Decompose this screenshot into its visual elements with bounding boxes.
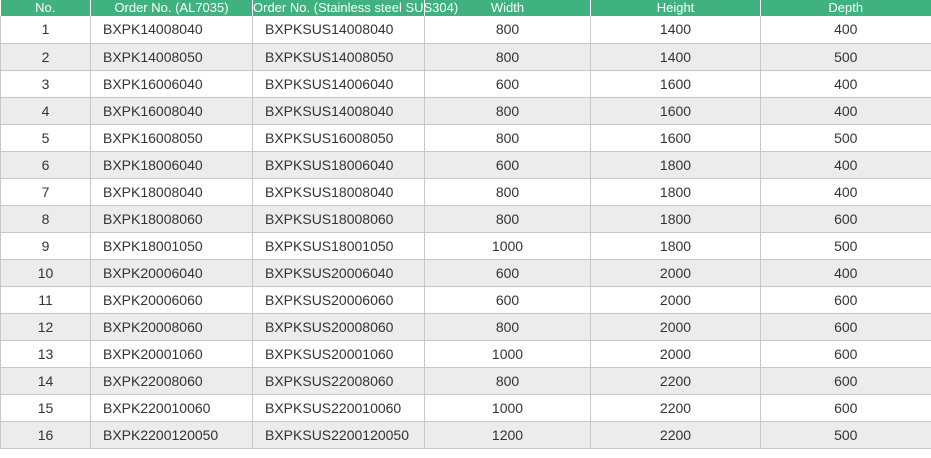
cell-height: 1800 [591,205,761,232]
cell-order-sus304: BXPKSUS14008040 [253,16,425,43]
cell-no: 15 [1,394,91,421]
cell-order-sus304: BXPKSUS18006040 [253,151,425,178]
cell-order-al7035: BXPK18001050 [91,232,253,259]
cell-order-sus304: BXPKSUS20006060 [253,286,425,313]
cell-height: 2000 [591,286,761,313]
cell-no: 12 [1,313,91,340]
table-row [1,205,931,232]
cell-order-al7035: BXPK14008040 [91,16,253,43]
cell-order-al7035: BXPK2200120050 [91,421,253,448]
table-row [1,394,931,421]
cell-no: 16 [1,421,91,448]
cell-width: 800 [425,97,591,124]
cell-width: 600 [425,151,591,178]
cell-no: 3 [1,70,91,97]
table-row [1,313,931,340]
header-no: No. [1,0,91,16]
cell-width: 800 [425,313,591,340]
cell-height: 1800 [591,151,761,178]
header-order-sus304: Order No. (Stainless steel SUS304) [253,0,459,15]
cell-order-al7035: BXPK20006040 [91,259,253,286]
cell-order-al7035: BXPK18008060 [91,205,253,232]
cell-width: 800 [425,43,591,70]
cell-width: 600 [425,286,591,313]
cell-order-sus304: BXPKSUS14008050 [253,43,425,70]
cell-width: 1000 [425,340,591,367]
cell-height: 1600 [591,97,761,124]
cell-order-al7035: BXPK18008040 [91,178,253,205]
cell-no: 8 [1,205,91,232]
cell-no: 9 [1,232,91,259]
cell-depth: 600 [761,286,931,313]
cell-order-al7035: BXPK20008060 [91,313,253,340]
cell-order-sus304: BXPKSUS20006040 [253,259,425,286]
cell-height: 2200 [591,367,761,394]
cell-no: 2 [1,43,91,70]
table-row [1,259,931,286]
cell-width: 800 [425,367,591,394]
cell-order-sus304: BXPKSUS14008040 [253,97,425,124]
table-row [1,151,931,178]
cell-depth: 400 [761,178,931,205]
cell-depth: 400 [761,70,931,97]
cell-depth: 500 [761,124,931,151]
cell-order-al7035: BXPK20006060 [91,286,253,313]
cell-depth: 500 [761,232,931,259]
cell-depth: 600 [761,394,931,421]
cell-depth: 400 [761,151,931,178]
cell-width: 800 [425,124,591,151]
cell-depth: 500 [761,43,931,70]
table-row [1,367,931,394]
cell-height: 1800 [591,232,761,259]
cell-no: 6 [1,151,91,178]
cell-height: 2000 [591,259,761,286]
cell-order-al7035: BXPK16006040 [91,70,253,97]
cell-depth: 400 [761,16,931,43]
table-row [1,286,931,313]
cell-height: 2000 [591,340,761,367]
cell-width: 800 [425,16,591,43]
table-row [1,421,931,448]
cell-order-sus304: BXPKSUS20001060 [253,340,425,367]
cell-no: 5 [1,124,91,151]
cell-order-sus304: BXPKSUS220010060 [253,394,425,421]
cell-width: 1200 [425,421,591,448]
cell-depth: 600 [761,367,931,394]
cell-order-al7035: BXPK16008040 [91,97,253,124]
cell-order-al7035: BXPK20001060 [91,340,253,367]
cell-depth: 400 [761,259,931,286]
cell-order-al7035: BXPK220010060 [91,394,253,421]
cell-order-sus304: BXPKSUS20008060 [253,313,425,340]
cell-order-al7035: BXPK16008050 [91,124,253,151]
cell-order-sus304: BXPKSUS18008040 [253,178,425,205]
cell-order-al7035: BXPK22008060 [91,367,253,394]
cell-order-sus304: BXPKSUS2200120050 [253,421,425,448]
cell-no: 10 [1,259,91,286]
header-row [1,0,931,16]
cell-order-al7035: BXPK18006040 [91,151,253,178]
cell-no: 11 [1,286,91,313]
table-row [1,124,931,151]
cell-no: 1 [1,16,91,43]
cell-order-sus304: BXPKSUS14006040 [253,70,425,97]
cell-order-sus304: BXPKSUS22008060 [253,367,425,394]
cell-width: 600 [425,70,591,97]
table-row [1,178,931,205]
header-depth: Depth [828,0,864,15]
cell-order-al7035: BXPK14008050 [91,43,253,70]
table-row [1,43,931,70]
cell-depth: 600 [761,340,931,367]
cell-height: 1600 [591,124,761,151]
table-row [1,340,931,367]
cell-height: 1600 [591,70,761,97]
cell-depth: 500 [761,421,931,448]
header-width: Width [425,0,591,16]
cell-no: 7 [1,178,91,205]
cell-height: 1400 [591,43,761,70]
cell-width: 600 [425,259,591,286]
cell-no: 4 [1,97,91,124]
cell-depth: 400 [761,97,931,124]
cell-depth: 600 [761,313,931,340]
cell-height: 1800 [591,178,761,205]
cell-order-sus304: BXPKSUS16008050 [253,124,425,151]
cell-width: 1000 [425,232,591,259]
cell-no: 13 [1,340,91,367]
cell-width: 800 [425,178,591,205]
cell-depth: 600 [761,205,931,232]
cell-height: 2000 [591,313,761,340]
cell-height: 2200 [591,421,761,448]
cell-width: 1000 [425,394,591,421]
cell-width: 800 [425,205,591,232]
cell-height: 2200 [591,394,761,421]
table-row [1,97,931,124]
header-order-al7035: Order No. (AL7035) [91,0,253,16]
cell-height: 1400 [591,16,761,43]
table-header [1,0,931,16]
table-body [1,16,931,448]
cell-order-sus304: BXPKSUS18001050 [253,232,425,259]
table-row [1,232,931,259]
table-row [1,16,931,43]
table-row [1,70,931,97]
cell-no: 14 [1,367,91,394]
cell-order-sus304: BXPKSUS18008060 [253,205,425,232]
header-height: Height [591,0,761,16]
